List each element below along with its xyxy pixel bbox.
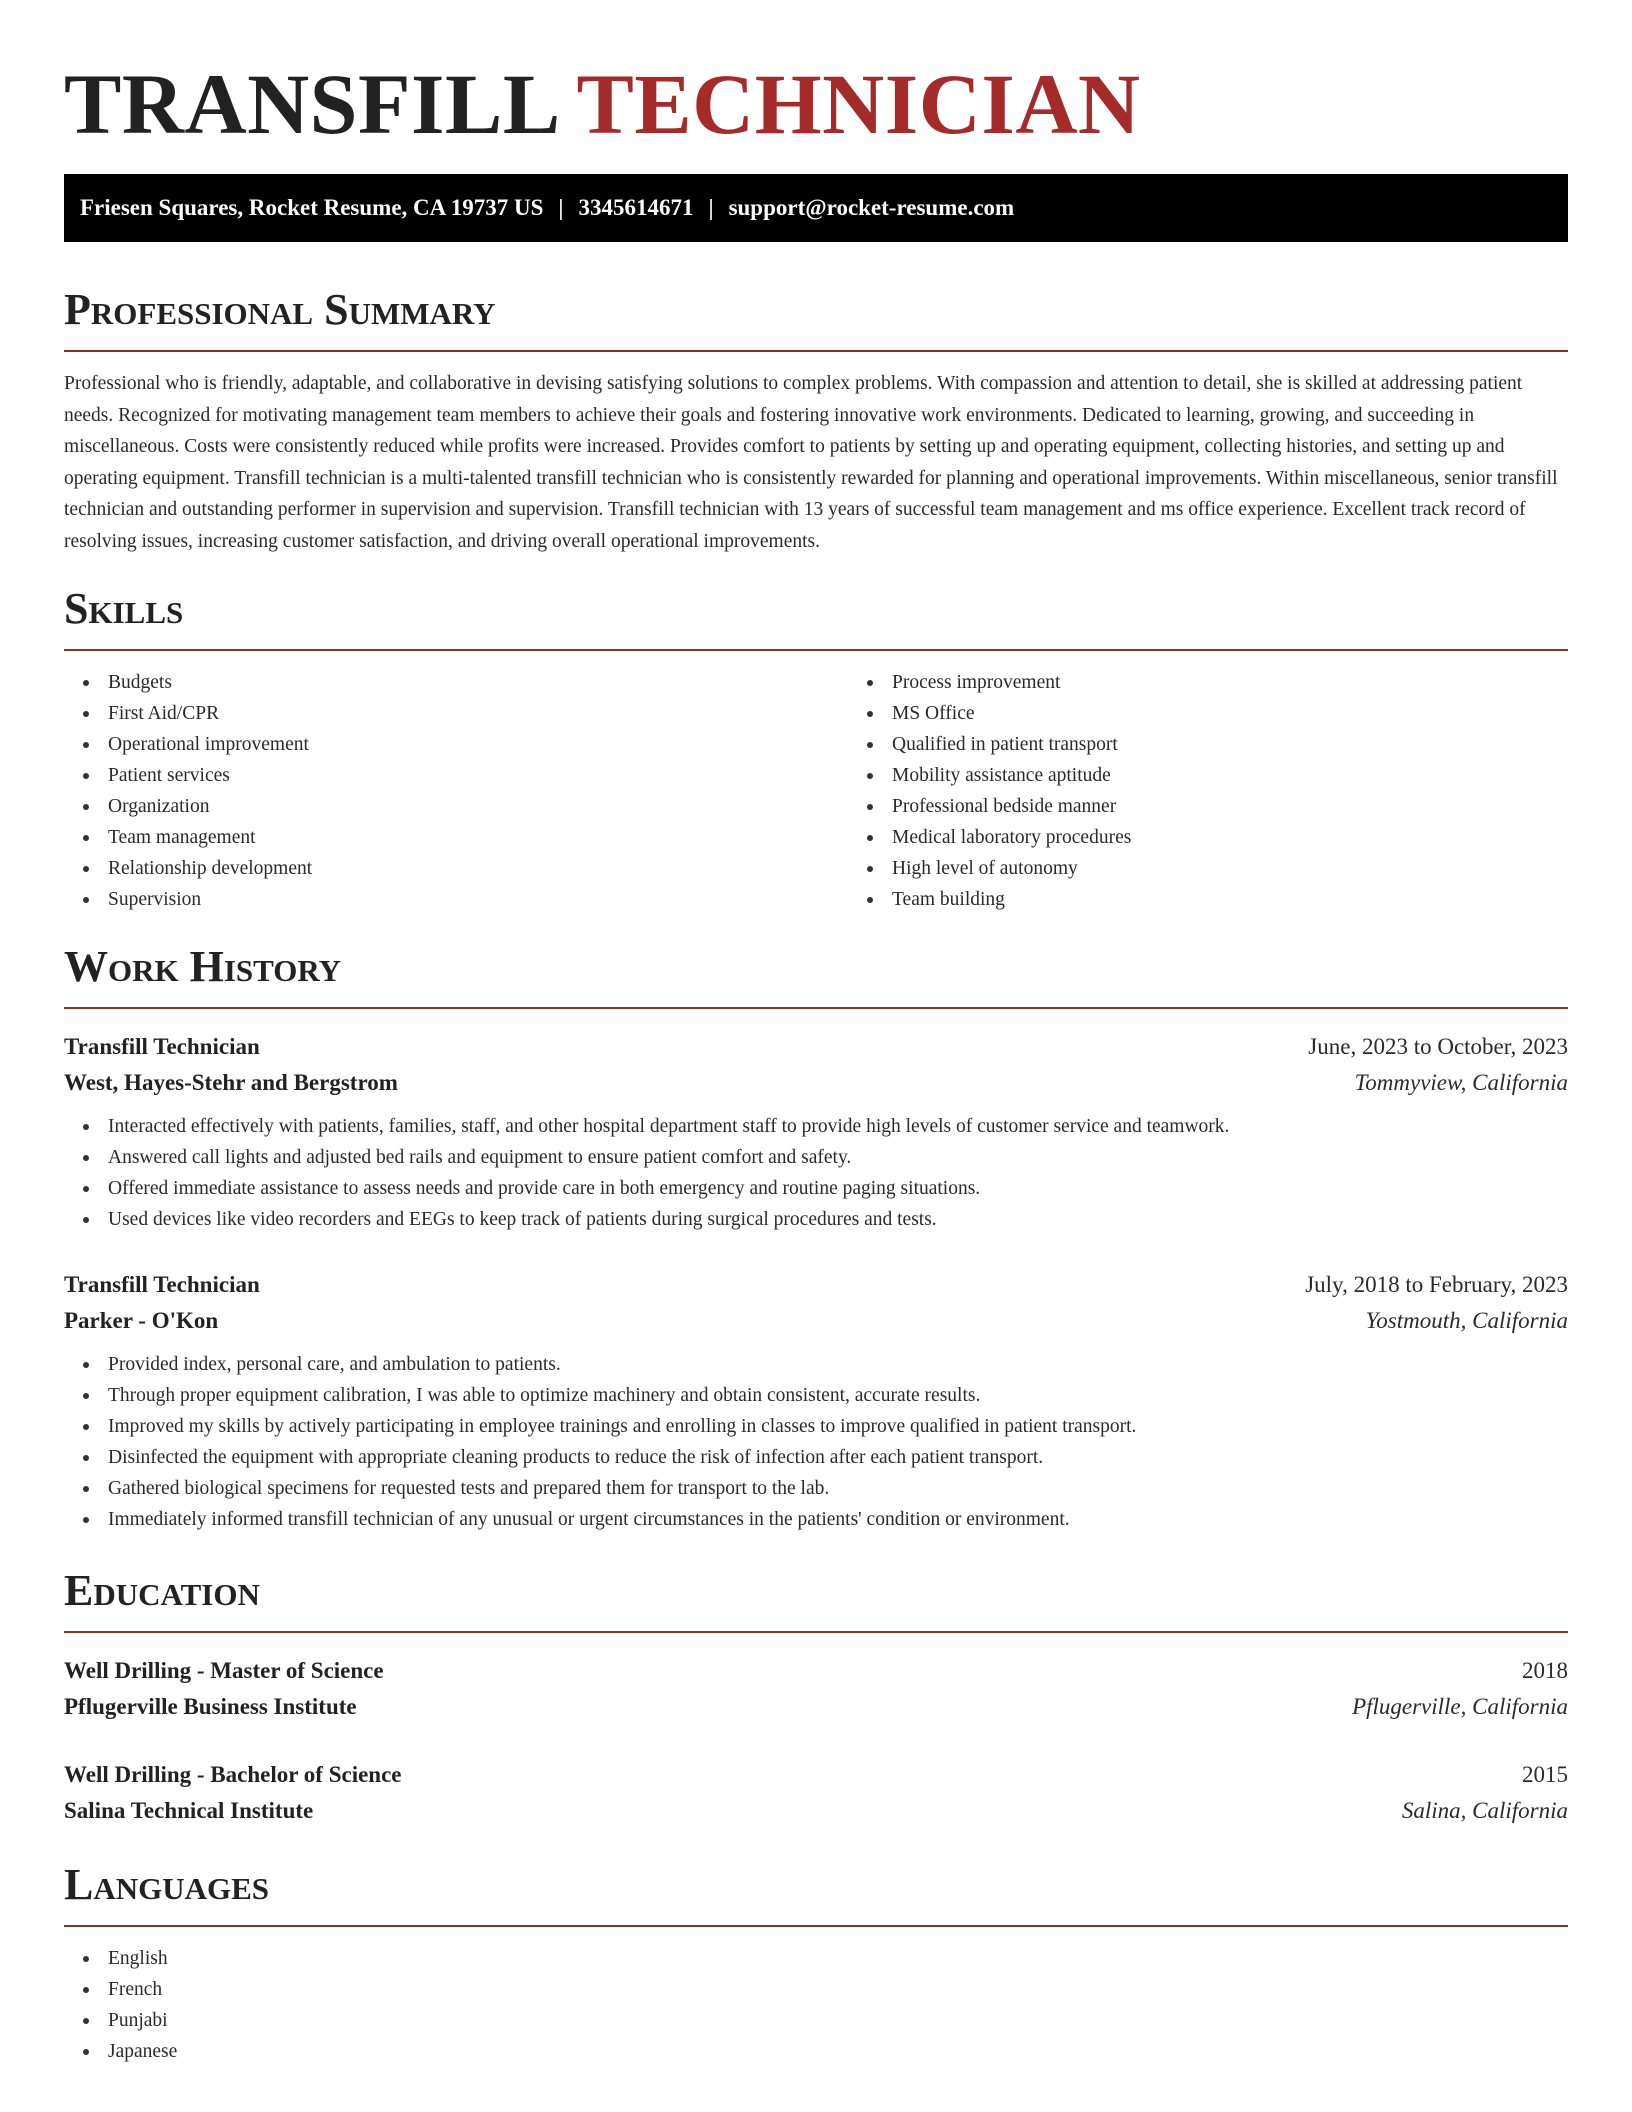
languages-section [64,1859,1568,2067]
job-bullet: Through proper equipment calibration, I was able to optimize machinery and obtain consistent, accurate results. [108,1380,1568,1411]
education-location: Pflugerville, California [1352,1694,1568,1719]
contact-separator: | [558,195,564,220]
summary-text: Professional who is friendly, adaptable, and collaborative in devising satisfying solutions to complex problems. With compassion and attention to detail, she is skilled at addressing patient needs. Recognized for motivating management team members to achieve their goals and fostering innovative work environments. Dedicated to learning, growing, and succeeding in miscellaneous. Costs were consistently reduced while profits were increased. Provides comfort to patients by setting up and operating equipment, collecting histories, and setting up and operating equipment. Transfill technician is a multi-talented transfill technician who is consistently rewarded for planning and operational improvements. Within miscellaneous, senior transfill technician and outstanding performer in supervision and supervision. Transfill technician with 13 years of successful team management and ms office experience. Excellent track record of resolving issues, increasing customer satisfaction, and driving overall operational improvements. [64,373,1558,552]
skill-item: Organization [108,791,848,822]
job-bullet: Interacted effectively with patients, families, staff, and other hospital department staff to provide high levels of customer service and teamwork. [108,1111,1568,1142]
contact-address: Friesen Squares, Rocket Resume, CA 19737 US [80,195,544,220]
job-dates: June, 2023 to October, 2023 [1308,1034,1568,1059]
section-divider [64,649,1568,651]
job-entry [64,1029,1568,1235]
work-history-section [64,941,1568,1535]
language-item: Punjabi [108,2005,1568,2036]
contact-separator: | [708,195,714,220]
education-degree: Well Drilling - Master of Science [64,1658,384,1683]
skills-section [64,583,1568,915]
section-title-summary: Professional Summary [64,285,496,334]
job-company-row [64,1303,1568,1339]
skill-item: First Aid/CPR [108,698,848,729]
education-school: Salina Technical Institute [64,1798,314,1823]
skill-item: Professional bedside manner [892,791,1632,822]
job-header-row [64,1267,1568,1303]
contact-bar [64,174,1568,242]
job-company-row [64,1065,1568,1101]
summary-section [64,284,1568,557]
education-school-row [64,1793,1568,1829]
job-bullet: Provided index, personal care, and ambulation to patients. [108,1349,1568,1380]
skill-item: MS Office [892,698,1632,729]
job-company: Parker - O'Kon [64,1308,219,1333]
job-bullet: Gathered biological specimens for requested tests and prepared them for transport to the lab. [108,1473,1568,1504]
job-bullet: Answered call lights and adjusted bed rails and equipment to ensure patient comfort and safety. [108,1142,1568,1173]
section-divider [64,1631,1568,1633]
job-header-row [64,1029,1568,1065]
skill-item: Medical laboratory procedures [892,822,1632,853]
education-year: 2018 [1522,1658,1568,1683]
job-location: Yostmouth, California [1365,1308,1568,1333]
education-location: Salina, California [1401,1798,1568,1823]
section-divider [64,1925,1568,1927]
skill-item: Team building [892,884,1632,915]
job-bullets [64,1111,1568,1235]
education-entry [64,1653,1568,1725]
skill-item: Patient services [108,760,848,791]
section-title-languages: Languages [64,1860,270,1909]
language-item: French [108,1974,1568,2005]
section-title-education: Education [64,1566,260,1615]
skill-item: Supervision [108,884,848,915]
skills-column-left [64,667,848,915]
job-dates: July, 2018 to February, 2023 [1305,1272,1568,1297]
name-first: TRANSFILL [64,56,556,152]
section-title-skills: Skills [64,584,184,633]
skill-item: Operational improvement [108,729,848,760]
language-item: Japanese [108,2036,1568,2067]
skills-column-right [848,667,1632,915]
job-bullet: Used devices like video recorders and EEGs to keep track of patients during surgical procedures and tests. [108,1204,1568,1235]
job-bullets [64,1349,1568,1535]
education-degree-row [64,1757,1568,1793]
education-degree-row [64,1653,1568,1689]
job-bullet: Immediately informed transfill technician of any unusual or urgent circumstances in the patients' condition or environment. [108,1504,1568,1535]
name-last: TECHNICIAN [576,56,1141,152]
education-section [64,1565,1568,1829]
education-entry [64,1757,1568,1829]
job-title: Transfill Technician [64,1272,260,1297]
job-bullet: Disinfected the equipment with appropriate cleaning products to reduce the risk of infection after each patient transport. [108,1442,1568,1473]
contact-phone: 3345614671 [578,195,694,220]
job-company: West, Hayes-Stehr and Bergstrom [64,1070,398,1095]
education-degree: Well Drilling - Bachelor of Science [64,1762,402,1787]
job-entry [64,1267,1568,1535]
job-bullet: Offered immediate assistance to assess needs and provide care in both emergency and routine paging situations. [108,1173,1568,1204]
education-school-row [64,1689,1568,1725]
job-bullet: Improved my skills by actively participating in employee trainings and enrolling in classes to improve qualified in patient transport. [108,1411,1568,1442]
resume-name [64,54,1568,154]
skill-item: Process improvement [892,667,1632,698]
skill-item: Relationship development [108,853,848,884]
education-year: 2015 [1522,1762,1568,1787]
education-school: Pflugerville Business Institute [64,1694,357,1719]
skill-item: Qualified in patient transport [892,729,1632,760]
skill-item: High level of autonomy [892,853,1632,884]
language-item: English [108,1943,1568,1974]
job-title: Transfill Technician [64,1034,260,1059]
skill-item: Team management [108,822,848,853]
skill-item: Budgets [108,667,848,698]
section-divider [64,1007,1568,1009]
section-divider [64,350,1568,352]
skill-item: Mobility assistance aptitude [892,760,1632,791]
skills-grid [64,667,1568,915]
job-location: Tommyview, California [1354,1070,1568,1095]
section-title-work-history: Work History [64,942,342,991]
contact-email: support@rocket-resume.com [728,195,1015,220]
languages-list [64,1943,1568,2067]
